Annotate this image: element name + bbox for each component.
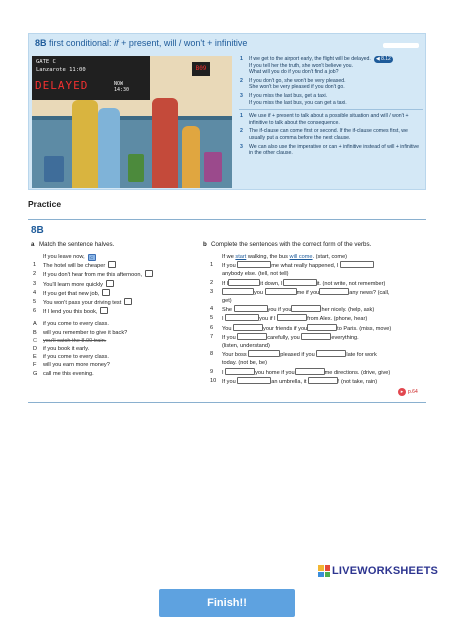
board-time — [114, 81, 129, 93]
rule-example: What will you do if you don't find a job? — [249, 69, 339, 76]
rule-number: 2 — [240, 77, 243, 84]
answer-field[interactable] — [248, 350, 280, 357]
item-number: 10 — [210, 377, 217, 384]
item-text: I — [222, 369, 224, 376]
answer-field[interactable] — [308, 377, 338, 384]
answer-box: C — [88, 254, 96, 261]
answer-field[interactable] — [233, 324, 263, 331]
grammar-rule — [239, 93, 423, 106]
gate-sign: B09 — [192, 62, 210, 76]
note-number: 2 — [240, 128, 243, 135]
option-text: if you book it early. — [43, 346, 90, 353]
item-number: 2 — [33, 271, 37, 278]
airport-illustration — [32, 56, 232, 188]
item-number: 6 — [210, 324, 214, 331]
option-item — [31, 370, 201, 378]
match-item — [31, 307, 201, 316]
item-text: The hotel will be cheaper — [43, 263, 106, 270]
gap-fill-item — [203, 368, 427, 377]
option-item — [31, 353, 201, 361]
option-key: G — [33, 370, 38, 377]
rule-example-text: If we get to the airport early, the flight will be delayed. — [249, 56, 371, 62]
item-number: 5 — [33, 299, 37, 306]
answer-field[interactable] — [319, 288, 349, 295]
answer-field[interactable] — [222, 288, 254, 295]
example-item — [31, 253, 201, 261]
grammar-divider — [239, 109, 423, 110]
example-item — [203, 253, 427, 261]
answer-field[interactable] — [295, 368, 325, 375]
match-item — [31, 298, 201, 307]
answer-field[interactable] — [316, 350, 346, 357]
item-text: to Paris. (miss, move) — [337, 325, 392, 332]
answer-field[interactable] — [237, 377, 271, 384]
suitcase — [204, 152, 222, 182]
item-text: If I lend you this book, — [43, 309, 98, 316]
grammar-title-post: + present, will / won't + infinitive — [118, 38, 248, 48]
item-number: 7 — [210, 333, 214, 340]
page-reference — [398, 388, 428, 396]
item-text: me what really happened, I — [271, 263, 339, 270]
instruction-text: Complete the sentences with the correct form of the verbs. — [211, 241, 372, 248]
grammar-note — [239, 144, 423, 157]
item-text: You won't pass your driving test — [43, 300, 122, 307]
section-divider — [28, 219, 426, 220]
grammar-title-italic: if — [114, 38, 119, 48]
exercise-b — [203, 241, 427, 386]
option-key: C — [33, 337, 38, 344]
example-answer: will come — [289, 254, 313, 260]
item-number: 1 — [210, 262, 214, 269]
board-time-label: NOW — [114, 81, 124, 87]
grammar-panel — [28, 33, 426, 190]
grammar-title-pre: first conditional: — [49, 38, 115, 48]
item-number: 1 — [33, 262, 37, 269]
option-text: call me this evening. — [43, 370, 94, 377]
person-figure — [182, 126, 200, 188]
answer-field[interactable] — [307, 324, 337, 331]
note-text: We use if + present to talk about a possible situation and will / won't + infinitive to talk about the consequence. — [249, 113, 409, 126]
note-number: 1 — [240, 113, 243, 120]
option-text: will you remember to give it back? — [43, 329, 128, 336]
grammar-note — [239, 113, 423, 126]
answer-field[interactable] — [291, 305, 321, 312]
item-number: 4 — [210, 306, 214, 313]
section-label: 8B — [31, 225, 44, 236]
answer-box[interactable] — [102, 289, 110, 296]
option-item — [31, 329, 201, 337]
note-text: We can also use the imperative or can + infinitive instead of will + infinitive in the other clause. — [249, 143, 420, 157]
brand-logo — [318, 565, 438, 577]
answer-field[interactable] — [225, 368, 255, 375]
gap-fill-item — [203, 350, 427, 367]
grammar-rules — [239, 56, 423, 159]
exercise-a — [31, 241, 201, 378]
answer-field[interactable] — [265, 288, 297, 295]
brand-mark-icon — [318, 565, 330, 577]
rule-number: 1 — [240, 56, 243, 62]
rule-example: If you don't go, she won't be very pleased. — [249, 77, 346, 84]
suitcase — [44, 156, 64, 182]
gap-fill-item — [203, 279, 427, 288]
audio-icon[interactable]: ◀ 8.12 — [375, 56, 391, 62]
item-text: everything. — [331, 334, 359, 341]
item-text: I — [222, 316, 224, 323]
example-text: walking, the bus — [247, 254, 288, 260]
gap-fill-item — [203, 288, 427, 305]
item-text: me if you — [296, 289, 320, 296]
answer-field[interactable] — [228, 279, 260, 286]
item-number: 3 — [210, 288, 214, 295]
answer-box[interactable] — [108, 261, 116, 268]
gap-fill-item — [203, 305, 427, 314]
match-item — [31, 280, 201, 289]
example-text: If you leave now, — [43, 254, 85, 260]
rule-example: If you tell her the truth, she won't believe you. — [249, 62, 353, 69]
answer-field[interactable] — [237, 261, 271, 268]
match-item — [31, 270, 201, 279]
exercise-b-instruction — [203, 241, 427, 249]
grammar-header-bar — [383, 43, 419, 48]
note-number: 3 — [240, 143, 243, 150]
item-text: You — [222, 325, 232, 332]
answer-box[interactable] — [106, 280, 114, 287]
option-item — [31, 345, 201, 353]
section-end-divider — [28, 402, 426, 403]
item-text: you if you — [267, 307, 292, 314]
answer-field[interactable] — [283, 279, 317, 286]
item-text: (listen, understand) — [222, 343, 270, 350]
item-number: 5 — [210, 315, 214, 322]
answer-field[interactable] — [234, 305, 268, 312]
desk-edge — [32, 116, 232, 120]
answer-field[interactable] — [340, 261, 374, 268]
person-figure — [72, 100, 98, 188]
answer-box[interactable] — [100, 307, 108, 314]
rule-number: 3 — [240, 92, 243, 99]
answer-field[interactable] — [237, 333, 267, 340]
practice-heading: Practice — [28, 199, 62, 209]
gap-fill-item — [203, 261, 427, 278]
item-text: If you — [222, 334, 236, 341]
finish-button[interactable]: Finish!! — [159, 589, 295, 617]
item-number: 2 — [210, 279, 214, 286]
item-text: your friends if you — [263, 325, 308, 332]
option-key: B — [33, 329, 37, 336]
option-item — [31, 320, 201, 328]
item-text: If I — [222, 280, 229, 287]
page-reference-text: p.64 — [408, 389, 418, 395]
answer-box[interactable] — [124, 298, 132, 305]
option-key: E — [33, 354, 37, 361]
item-text: an umbrella, it — [271, 378, 307, 385]
gap-fill-item — [203, 314, 427, 323]
departure-board — [32, 56, 150, 100]
item-text: late for work — [346, 352, 377, 359]
option-item — [31, 361, 201, 369]
board-gate: GATE C — [36, 59, 56, 65]
answer-field[interactable] — [225, 314, 259, 321]
item-text: She — [222, 307, 232, 314]
page-reference-icon: ▸ — [398, 388, 406, 396]
gap-fill-item — [203, 324, 427, 333]
match-item — [31, 261, 201, 270]
grammar-code: 8B — [35, 38, 47, 48]
board-status: DELAYED — [35, 79, 89, 92]
option-text: if you come to every class. — [43, 321, 109, 328]
rule-example — [249, 56, 423, 63]
grammar-rule — [239, 78, 423, 91]
option-text: will you earn more money? — [43, 362, 110, 369]
item-text: carefully, you — [267, 334, 300, 341]
item-text: any news? (call, — [349, 289, 390, 296]
item-text: me directions. (drive, give) — [324, 369, 391, 376]
gap-fill-item — [203, 333, 427, 350]
item-text: her nicely. (help, ask) — [321, 307, 375, 314]
example-text: . (start, come) — [312, 254, 348, 260]
item-number: 8 — [210, 351, 214, 358]
board-time-value: 14:30 — [114, 87, 130, 93]
rule-example: She won't be very pleased if you don't go. — [249, 84, 345, 91]
exercise-a-instruction — [31, 241, 201, 249]
person-figure — [152, 98, 178, 188]
item-number: 3 — [33, 280, 37, 287]
match-item — [31, 289, 201, 298]
option-key: A — [33, 321, 37, 328]
item-text: pleased if you — [280, 352, 315, 359]
example-answer: start — [235, 254, 247, 260]
item-text: anybody else. (tell, not tell) — [222, 271, 289, 278]
item-number: 4 — [33, 289, 37, 296]
answer-box[interactable] — [145, 270, 153, 277]
item-text: If you get that new job, — [43, 290, 100, 297]
option-item — [31, 337, 201, 345]
answer-field[interactable] — [277, 314, 307, 321]
audio-track: 8.12 — [381, 56, 391, 62]
item-text: If you — [222, 378, 236, 385]
example-text: If we — [222, 254, 234, 260]
item-text: If you don't hear from me this afternoon, — [43, 272, 143, 279]
person-figure — [98, 108, 120, 188]
item-number: 6 — [33, 308, 37, 315]
rule-example: If you miss the last bus, get a taxi. — [249, 92, 328, 99]
item-number: 9 — [210, 368, 214, 375]
item-text: it. (not write, not remember) — [316, 280, 386, 287]
option-key: D — [33, 346, 38, 353]
option-key: F — [33, 362, 37, 369]
item-text: it down, I — [260, 280, 283, 287]
item-text: You'll learn more quickly — [43, 281, 103, 288]
option-text: you'll catch the 8.00 train. — [43, 337, 107, 344]
item-text: get) — [222, 298, 232, 305]
grammar-rule — [239, 56, 423, 76]
item-text: Your boss — [222, 352, 247, 359]
rule-example: If you miss the last bus, you can get a taxi. — [249, 99, 347, 106]
item-text: If you — [222, 263, 236, 270]
item-text: ! (not take, rain) — [337, 378, 378, 385]
item-text: from Alex. (phone, hear) — [307, 316, 368, 323]
item-text: you — [254, 289, 264, 296]
item-text: you home if you — [255, 369, 295, 376]
item-text: today. (not be, be) — [222, 360, 267, 367]
option-text: if you come to every class. — [43, 354, 109, 361]
answer-field[interactable] — [301, 333, 331, 340]
item-text: you if I — [259, 316, 276, 323]
grammar-note — [239, 128, 423, 141]
exercise-letter: a — [31, 241, 35, 248]
suitcase — [128, 154, 144, 182]
exercise-letter: b — [203, 241, 207, 248]
instruction-text: Match the sentence halves. — [39, 241, 115, 248]
note-text: The if-clause can come first or second. If the if-clause comes first, we usually put a comma before the next clause. — [249, 128, 408, 141]
grammar-title — [35, 38, 247, 48]
board-destination: Lanzarote 11:00 — [36, 67, 86, 73]
gap-fill-item — [203, 377, 427, 386]
brand-name: LIVEWORKSHEETS — [332, 565, 439, 577]
